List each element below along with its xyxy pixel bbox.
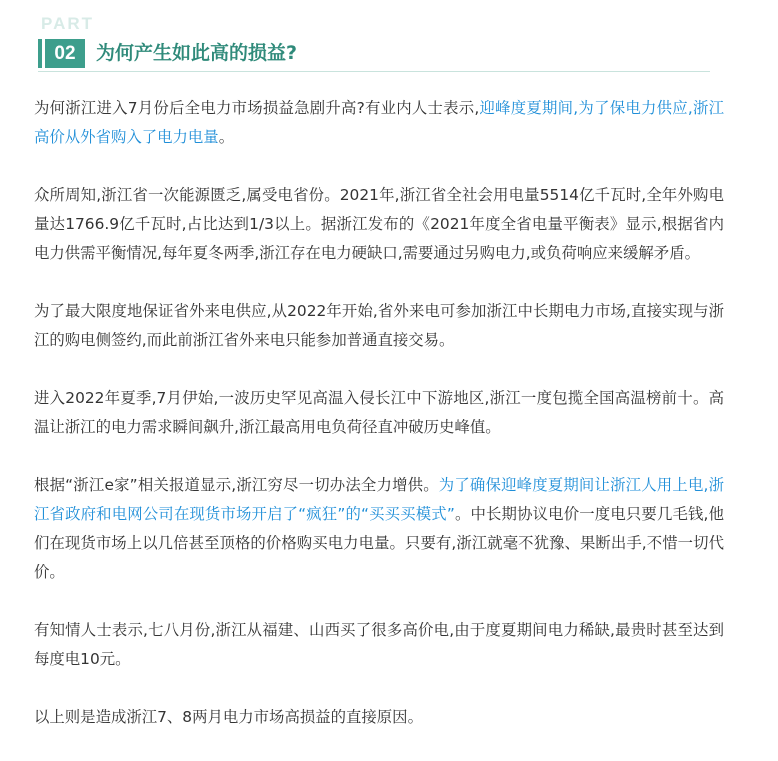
paragraph-2: 众所周知,浙江省一次能源匮乏,属受电省份。2021年,浙江省全社会用电量5514亿千瓦时,全年外购电量达1766.9亿千瓦时,占比达到1/3以上。据浙江发布的《2021年度全省电量平衡表》显示,根据省内电力供需平衡情况,每年夏冬两季,浙江存在电力硬缺口,需要通过另购电力,或负荷响应来缓解矛盾。 <box>34 186 724 262</box>
paragraph-3: 为了最大限度地保证省外来电供应,从2022年开始,省外来电可参加浙江中长期电力市场,直接实现与浙江的购电侧签约,而此前浙江省外来电只能参加普通直接交易。 <box>34 302 724 349</box>
highlighted-text: 为了确保迎峰度夏期间让浙江人用上电,浙江省政府和电网公司在现货市场开启了“疯狂”的“买买买模式” <box>34 476 724 523</box>
paragraph-7: 以上则是造成浙江7、8两月电力市场高损益的直接原因。 <box>34 708 423 726</box>
section-title: 为何产生如此高的损益? <box>96 42 298 64</box>
paragraph-text: 。中长期协议电价一度电只要几毛钱,他们在现货市场上以几倍甚至顶格的价格购买电力电量。只要有,浙江就毫不犹豫、果断出手,不惜一切代价。 <box>34 505 724 581</box>
paragraph-text: 根据“浙江e家”相关报道显示,浙江穷尽一切办法全力增供。 <box>34 476 439 494</box>
header-divider <box>38 71 710 72</box>
accent-bar <box>38 39 42 68</box>
paragraph-6: 有知情人士表示,七八月份,浙江从福建、山西买了很多高价电,由于度夏期间电力稀缺,最贵时甚至达到每度电10元。 <box>34 621 724 668</box>
paragraph-1 <box>34 94 724 152</box>
section-header <box>38 14 710 72</box>
section-number: 02 <box>45 39 85 68</box>
article-body <box>34 94 724 761</box>
paragraph-5 <box>34 471 724 587</box>
paragraph-4: 进入2022年夏季,7月伊始,一波历史罕见高温入侵长江中下游地区,浙江一度包揽全国高温榜前十。高温让浙江的电力需求瞬间飙升,浙江最高用电负荷径直冲破历史峰值。 <box>34 389 724 436</box>
part-label: PART <box>41 14 95 33</box>
paragraph-text: 。 <box>218 128 235 146</box>
highlighted-text: 迎峰度夏期间,为了保电力供应,浙江高价从外省购入了电力电量 <box>34 99 724 146</box>
paragraph-text: 为何浙江进入7月份后全电力市场损益急剧升高?有业内人士表示, <box>34 99 480 117</box>
